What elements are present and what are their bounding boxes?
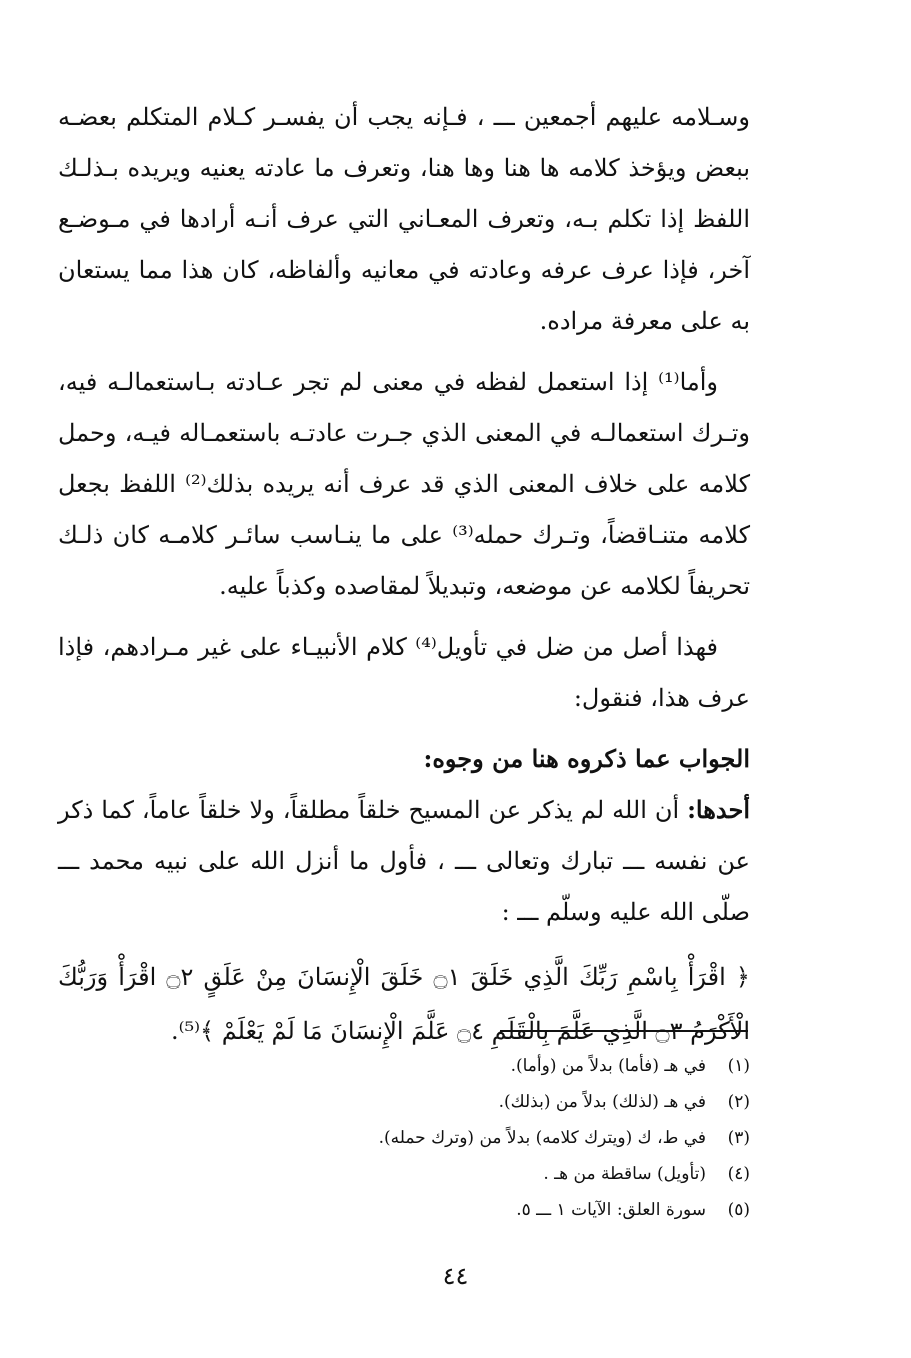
footnote-number: (١) [727,1056,750,1076]
quran-verse: ﴿ اقْرَأْ بِاسْمِ رَبِّكَ الَّذِي خَلَقَ ۝١ خَلَقَ الْإِنسَانَ مِنْ عَلَقٍ ۝٢ اقْرَأْ وَرَبُّكَ الْأَكْرَمُ ۝٣ الَّذِي عَلَّمَ بِالْقَلَمِ ۝٤ عَلَّمَ الْإِنسَانَ مَا لَمْ يَعْلَمْ ﴾⁽⁵⁾. [58,963,750,1045]
paragraph-1: وسـلامه عليهم أجمعين ـــ ، فـإنه يجب أن يفسـر كـلام المتكلم بعضـه ببعض ويؤخذ كلامه ها هنا وها هنا، وتعرف ما عادته يعنيه ويريده بـذلـك اللفظ إذا تكلم بـه، وتعرف المعـاني التي عرف أنـه أرادها في مـوضـع آخر، فإذا عرف عرفه وعادته في معانيه وألفاظه، كان هذا مما يستعان به على معرفة مراده. [58,103,750,335]
footnote [58,1120,750,1156]
paragraph-3: فهذا أصل من ضل في تأويل⁽⁴⁾ كلام الأنبيـاء على غير مـرادهم، فإذا عرف هذا، فنقول: [58,633,750,712]
footnote [58,1156,750,1192]
footnote [58,1048,750,1084]
main-text [58,92,750,1058]
footnote-text: في هـ (لذلك) بدلاً من (بذلك). [498,1092,706,1112]
footnote [58,1084,750,1120]
footnote-divider [500,1030,748,1032]
first-point-text: أن الله لم يذكر عن المسيح خلقاً مطلقاً، ولا خلقاً عاماً، كما ذكر عن نفسه ـــ تبارك وتعالى ـــ ، فأول ما أنزل الله على نبيه محمد ـــ صلّى الله عليه وسلّم ـــ : [58,796,750,926]
footnote-text: في هـ (فأما) بدلاً من (وأما). [510,1056,706,1076]
footnote [58,1192,750,1228]
footnote-text: في ط، ك (ويترك كلامه) بدلاً من (وترك حمله). [378,1128,706,1148]
section-heading: الجواب عما ذكروه هنا من وجوه: [423,744,750,773]
first-point [58,784,750,938]
footnote-number: (٢) [727,1092,750,1112]
footnote-number: (٣) [727,1128,750,1148]
page-number: ٤٤ [442,1262,469,1290]
paragraph-2: وأما⁽¹⁾ إذا استعمل لفظه في معنى لم تجر عـادته بـاستعمالـه فيه، وتـرك استعمالـه في المعنى الذي جـرت عادتـه باستعمـاله فيـه، وحمل كلامه على خلاف المعنى الذي قد عرف أنه يريده بذلك⁽²⁾ اللفظ بجعل كلامه متنـاقضاً، وتـرك حمله⁽³⁾ على ما ينـاسب سائـر كلامـه كان ذلـك تحريفاً لكلامه عن موضعه، وتبديلاً لمقاصده وكذباً عليه. [58,368,751,600]
footnote-number: (٥) [727,1200,750,1220]
footnote-text: سورة العلق: الآيات ١ ـــ ٥. [516,1200,706,1220]
footnote-text: (تأويل) ساقطة من هـ . [543,1164,706,1184]
first-point-lead: أحدها: [687,795,750,824]
footnote-number: (٤) [727,1164,750,1184]
footnotes [58,1048,750,1228]
